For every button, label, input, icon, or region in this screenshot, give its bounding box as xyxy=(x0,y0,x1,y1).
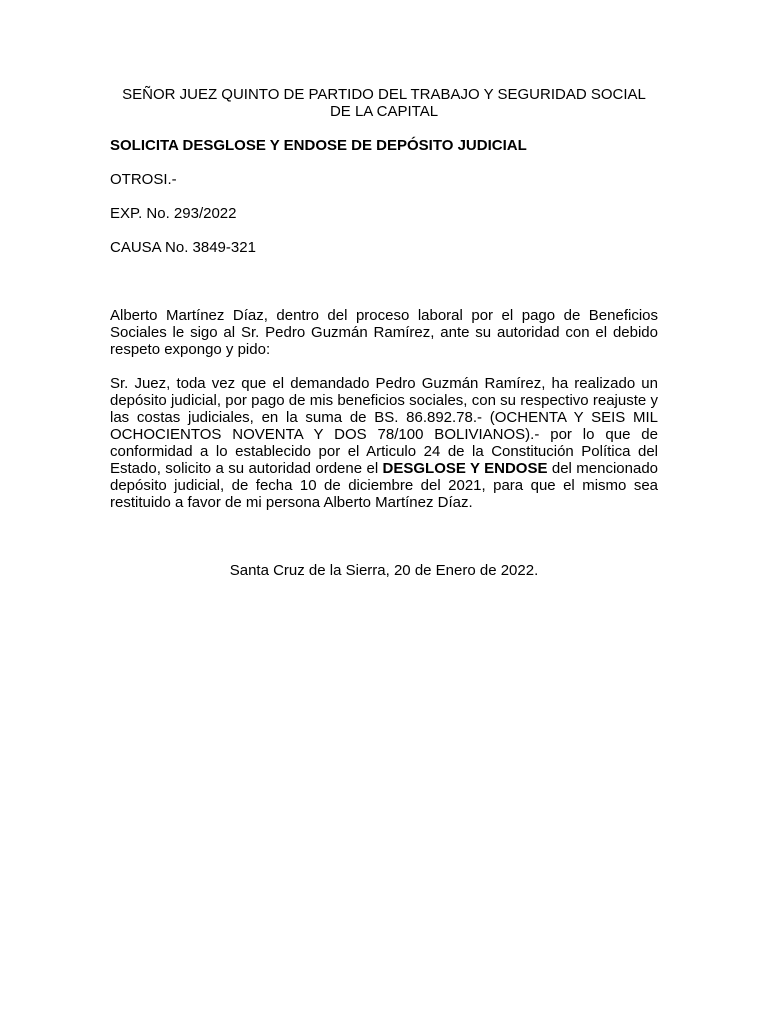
causa-number: CAUSA No. 3849-321 xyxy=(110,239,256,256)
place-date-line: Santa Cruz de la Sierra, 20 de Enero de 2022. xyxy=(229,562,539,579)
request-text-part2: del mencionado depósito judicial, de fecha 10 de diciembre del 2021, para que el mismo sea restituido a favor de mi persona Alberto Martínez Díaz. xyxy=(110,460,658,511)
request-text-bold: DESGLOSE Y ENDOSE xyxy=(382,460,548,477)
expediente-number: EXP. No. 293/2022 xyxy=(110,205,237,222)
document-page xyxy=(110,86,658,579)
otrosi-line: OTROSI.- xyxy=(110,171,177,188)
petition-title: SOLICITA DESGLOSE Y ENDOSE DE DEPÓSITO JUDICIAL xyxy=(110,137,527,154)
addressee-heading: SEÑOR JUEZ QUINTO DE PARTIDO DEL TRABAJO Y SEGURIDAD SOCIAL DE LA CAPITAL xyxy=(122,86,646,120)
request-text-part1: Sr. Juez, toda vez que el demandado Pedro Guzmán Ramírez, ha realizado un depósito judicial, por pago de mis beneficios sociales, con su respectivo reajuste y las costas judiciales, en la suma de BS. 86.892.78.- (OCHENTA Y SEIS MIL OCHOCIENTOS NOVENTA Y DOS 78/100 BOLIVIANOS).- por lo que de conformidad a lo establecido por el Articulo 24 de la Constitución Política del Estado, solicito a su autoridad ordene el xyxy=(110,375,658,477)
intro-paragraph: Alberto Martínez Díaz, dentro del proceso laboral por el pago de Beneficios Sociales le sigo al Sr. Pedro Guzmán Ramírez, ante su autoridad con el debido respeto expongo y pido: xyxy=(110,307,658,358)
request-paragraph xyxy=(110,375,658,511)
